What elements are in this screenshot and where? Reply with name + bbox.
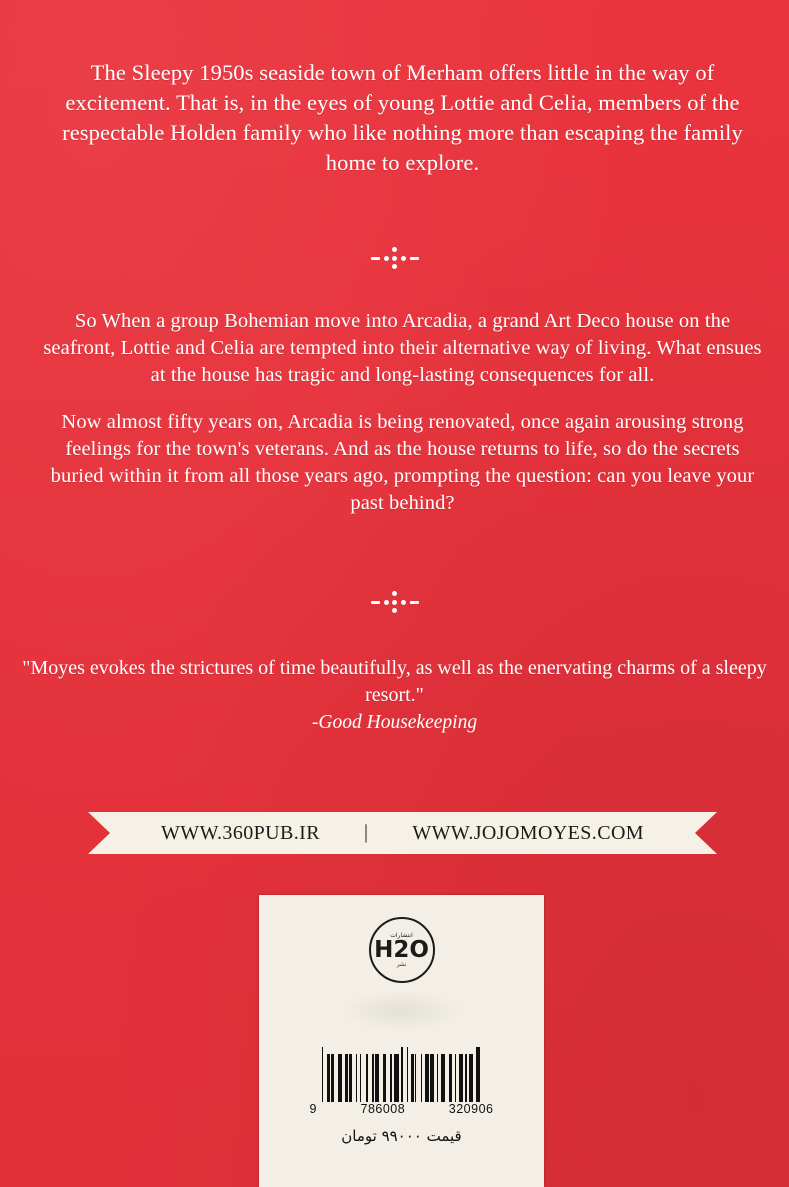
divider-dot-center	[392, 256, 397, 261]
ornament-divider-top	[0, 246, 789, 270]
logo-top-text: انتشارات	[390, 931, 413, 939]
blurb-body-block	[38, 308, 767, 517]
divider-dot-cluster	[384, 247, 406, 269]
divider-dot-cluster	[384, 591, 406, 613]
blurb-lead-paragraph: The Sleepy 1950s seaside town of Merham offers little in the way of excitement. That is, in the eyes of young Lottie and Celia, members of the respectable Holden family who like nothing more than escaping the family home to explore.	[62, 60, 743, 175]
divider-dot-east	[401, 600, 406, 605]
divider-dot-north	[392, 247, 397, 252]
review-source: -Good Housekeeping	[311, 712, 478, 733]
barcode-digits	[310, 1102, 494, 1116]
publisher-website-link[interactable]: WWW.360PUB.IR	[161, 821, 320, 844]
blurb-paragraph-2: Now almost fifty years on, Arcadia is being renovated, once again arousing strong feelings for the town's veterans. And as the house returns to life, so do the secrets buried within it from all those years ago, prompting the question: can you leave your past behind?	[50, 411, 755, 514]
review-quote: "Moyes evokes the strictures of time beautifully, as well as the enervating charms of a sleepy resort."	[22, 657, 767, 706]
blurb-paragraph-1: So When a group Bohemian move into Arcadia, a grand Art Deco house on the seafront, Lottie and Celia are tempted into their alternative way of living. What ensues at the house has tragic and long-lasting consequences for all.	[43, 310, 762, 386]
logo-mark-text: H2O	[374, 936, 429, 963]
ribbon-separator: |	[363, 820, 369, 843]
faded-watermark	[342, 991, 462, 1031]
blurb-lead-block	[38, 58, 767, 178]
barcode-digit-mid: 786008	[360, 1102, 406, 1116]
divider-dash-left	[371, 601, 380, 604]
barcode-icon	[322, 1047, 482, 1102]
barcode-digit-right: 320906	[448, 1102, 494, 1116]
ribbon-content	[88, 812, 717, 854]
divider-dot-west	[384, 256, 389, 261]
author-website-link[interactable]: WWW.JOJOMOYES.COM	[412, 821, 644, 844]
review-block	[20, 655, 769, 736]
divider-dot-south	[392, 608, 397, 613]
ornament-divider-bottom	[0, 590, 789, 614]
divider-dot-north	[392, 591, 397, 596]
barcode-digit-left: 9	[309, 1102, 317, 1116]
divider-dash-right	[410, 601, 419, 604]
divider-dot-center	[392, 600, 397, 605]
divider-dash-left	[371, 257, 380, 260]
publisher-logo-icon	[369, 917, 435, 983]
website-ribbon	[88, 812, 717, 854]
logo-bottom-text: نشر	[396, 961, 407, 968]
divider-dot-west	[384, 600, 389, 605]
divider-dot-east	[401, 256, 406, 261]
isbn-price-sticker	[259, 895, 544, 1187]
divider-dot-south	[392, 264, 397, 269]
price-text: قیمت ۹۹۰۰۰ تومان	[341, 1127, 462, 1145]
divider-dash-right	[410, 257, 419, 260]
